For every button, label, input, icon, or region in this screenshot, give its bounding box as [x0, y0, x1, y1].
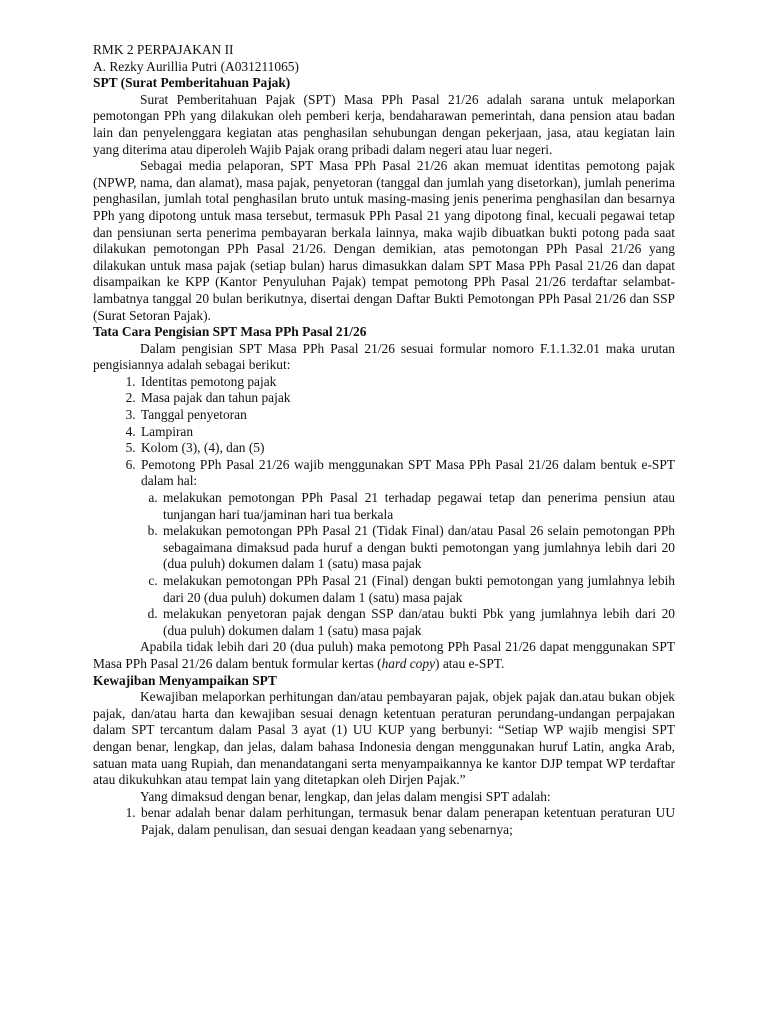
numbered-list-steps	[93, 374, 675, 640]
numbered-list-definitions	[93, 805, 675, 838]
closing-text-italic: hard copy	[381, 655, 436, 671]
closing-text-end: ) atau e-SPT.	[435, 655, 505, 671]
section-heading-tata-cara: Tata Cara Pengisian SPT Masa PPh Pasal 21/26	[93, 324, 367, 340]
paragraph-tata-cara-intro: Dalam pengisian SPT Masa PPh Pasal 21/26 sesuai formular nomoro F.1.1.32.01 maka urutan pengisiannya adalah sebagai berikut:	[93, 340, 675, 373]
sublist-item: c. melakukan pemotongan PPh Pasal 21 (Final) dengan bukti pemotongan yang jumlahnya lebih dari 20 (dua puluh) dokumen dalam 1 (satu) masa pajak	[161, 573, 675, 606]
paragraph-spt-definition: Surat Pemberitahuan Pajak (SPT) Masa PPh Pasal 21/26 adalah sarana untuk melaporkan pemotongan PPh yang dilakukan oleh pemberi kerja, bendaharawan pemerintah, dana pension atau badan lain dan penyelenggara kegiatan atas penghasilan sehubungan dengan pekerjaan, jasa, atau kegiatan lain yang diterima atau diperoleh Wajib Pajak orang pribadi dalam negeri atau luar negeri.	[93, 91, 675, 157]
sublist-item: a. melakukan pemotongan PPh Pasal 21 terhadap pegawai tetap dan penerima pensiun atau tunjangan hari tua/jaminan hari tua berkala	[161, 490, 675, 523]
list-item: 4. Lampiran	[139, 424, 675, 441]
paragraph-kewajiban: Kewajiban melaporkan perhitungan dan/atau pembayaran pajak, objek pajak dan.atau bukan objek pajak, dan/atau harta dan kewajiban sesuai denagn ketentuan peraturan perundang-undangan perpajakan dalam SPT tercantum dalam Pasal 3 ayat (1) UU KUP yang berbunyi: “Setiap WP wajib mengisi SPT dengan benar, lengkap, dan jelas, dalam bahasa Indonesia dengan menggunakan huruf Latin, angka Arab, satuan mata uang Rupiah, dan menandatangani serta menyampaikannya ke kantor DJP tempat WP terdaftar atau dikukuhkan atau tempat lain yang ditetapkan oleh Dirjen Pajak.”	[93, 689, 675, 788]
course-title: RMK 2 PERPAJAKAN II	[93, 42, 234, 57]
list-item-text: Pemotong PPh Pasal 21/26 wajib menggunakan SPT Masa PPh Pasal 21/26 dalam bentuk e-SPT dalam hal:	[141, 456, 675, 489]
section-heading-kewajiban: Kewajiban Menyampaikan SPT	[93, 672, 277, 688]
author-line: A. Rezky Aurillia Putri (A031211065)	[93, 58, 299, 74]
paragraph-hard-copy	[93, 639, 675, 672]
list-item: 1. benar adalah benar dalam perhitungan, termasuk benar dalam penerapan ketentuan peraturan UU Pajak, dalam penulisan, dan sesuai dengan keadaan yang sebenarnya;	[139, 805, 675, 838]
paragraph-spt-content: Sebagai media pelaporan, SPT Masa PPh Pasal 21/26 akan memuat identitas pemotong pajak (NPWP, nama, dan alamat), masa pajak, penyetoran (tanggal dan jumlah yang disetorkan), jumlah penerima penghasilan, jumlah total penghasilan bruto untuk masing-masing jenis penerima penghasilan dan besarnya PPh yang dipotong untuk masa tersebut, termasuk PPh Pasal 21 yang dipotong final, kecuali pegawai tetap dan pensiunan serta penerima pembayaran berkala lainnya, maka wajib dibuatkan bukti potong pada saat dilakukan pemotongan PPh Pasal 21/26. Dengan demikian, atas pemotongan PPh Pasal 21/26 yang dilakukan untuk masa pajak (setiap bulan) harus dimasukkan dalam SPT Masa PPh Pasal 21/26 dan dapat disampaikan ke KPP (Kantor Penyuluhan Pajak) tempat pemotong PPh Pasal 21/26 terdaftar selambat-lambatnya tanggal 20 bulan berikutnya, disertai dengan Daftar Bukti Pemotongan PPh Pasal 21/26 dan SSP (Surat Setoran Pajak).	[93, 158, 675, 323]
lettered-sublist	[141, 490, 675, 639]
sublist-item: d. melakukan penyetoran pajak dengan SSP dan/atau bukti Pbk yang jumlahnya lebih dari 20 (dua puluh) dokumen dalam 1 (satu) masa pajak	[161, 606, 675, 639]
paragraph-definition-intro: Yang dimaksud dengan benar, lengkap, dan jelas dalam mengisi SPT adalah:	[140, 788, 551, 804]
closing-text-start: Apabila tidak lebih dari 20 (dua puluh) maka pemotong PPh Pasal 21/26 dapat menggunakan SPT Masa PPh Pasal 21/26 dalam bentuk formular kertas (	[93, 639, 675, 671]
list-item-e-spt	[139, 457, 675, 640]
sublist-item: b. melakukan pemotongan PPh Pasal 21 (Tidak Final) dan/atau Pasal 26 selain pemotongan PPh sebagaimana dimaksud pada huruf a dengan bukti pemotongan yang jumlahnya lebih dari 20 (dua puluh) dokumen dalam 1 (satu) masa pajak	[161, 523, 675, 573]
list-item: 1. Identitas pemotong pajak	[139, 374, 675, 391]
section-heading-spt: SPT (Surat Pemberitahuan Pajak)	[93, 75, 291, 91]
list-item: 3. Tanggal penyetoran	[139, 407, 675, 424]
list-item: 2. Masa pajak dan tahun pajak	[139, 390, 675, 407]
list-item: 5. Kolom (3), (4), dan (5)	[139, 440, 675, 457]
